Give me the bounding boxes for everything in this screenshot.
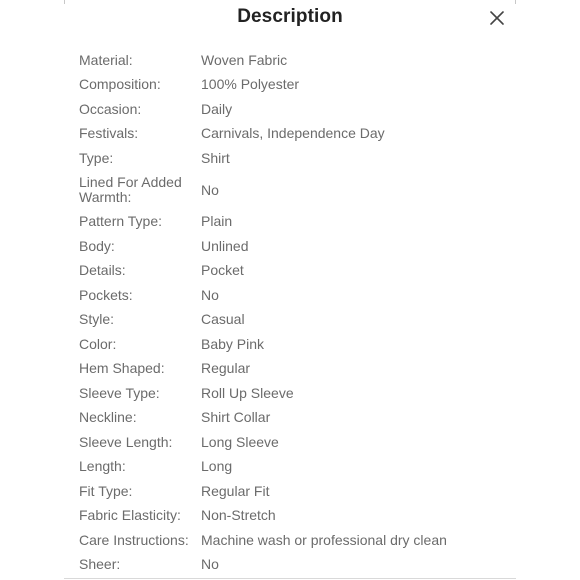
spec-label: Occasion: (79, 100, 142, 117)
spec-value: Woven Fabric (201, 51, 288, 68)
spec-value: Baby Pink (201, 335, 265, 352)
spec-label: Material: (79, 51, 133, 68)
spec-label: Pattern Type: (79, 213, 163, 230)
spec-value: Long (201, 458, 233, 475)
spec-list (0, 48, 580, 577)
spec-row-care-instructions (0, 528, 580, 553)
spec-row-neckline (0, 406, 580, 431)
spec-label: Lined For Added Warmth: (79, 174, 182, 205)
spec-label: Pockets: (79, 286, 133, 303)
spec-label: Sleeve Type: (79, 384, 160, 401)
spec-value: No (201, 181, 219, 198)
close-icon (488, 9, 506, 27)
spec-label: Body: (79, 237, 115, 254)
spec-row-length (0, 455, 580, 480)
spec-row-sleeve-length (0, 430, 580, 455)
spec-label: Sleeve Length: (79, 433, 173, 450)
spec-label: Fabric Elasticity: (79, 507, 181, 524)
spec-row-hem-shaped (0, 357, 580, 382)
spec-value: No (201, 556, 219, 573)
spec-row-type (0, 146, 580, 171)
spec-value: Shirt Collar (201, 409, 271, 426)
spec-label: Details: (79, 262, 126, 279)
spec-value: Unlined (201, 237, 249, 254)
spec-row-style (0, 308, 580, 333)
spec-label: Festivals: (79, 125, 139, 142)
spec-value: Daily (201, 100, 233, 117)
spec-value: 100% Polyester (201, 76, 300, 93)
spec-value: Regular (201, 360, 251, 377)
spec-row-composition (0, 73, 580, 98)
spec-value: No (201, 286, 219, 303)
spec-row-details (0, 259, 580, 284)
spec-value: Plain (201, 213, 233, 230)
spec-value: Shirt (201, 149, 230, 166)
spec-row-pockets (0, 283, 580, 308)
bottom-divider (64, 578, 516, 579)
spec-row-sheer (0, 553, 580, 578)
spec-label: Color: (79, 335, 117, 352)
spec-row-sleeve-type (0, 381, 580, 406)
spec-value: Pocket (201, 262, 244, 279)
spec-value: Casual (201, 311, 245, 328)
spec-label: Sheer: (79, 556, 121, 573)
spec-label: Composition: (79, 76, 161, 93)
spec-row-pattern-type (0, 210, 580, 235)
spec-row-material (0, 48, 580, 73)
spec-row-color (0, 332, 580, 357)
spec-label: Fit Type: (79, 482, 133, 499)
spec-row-fabric-elasticity (0, 504, 580, 529)
spec-label: Length: (79, 458, 126, 475)
close-button[interactable] (488, 9, 506, 27)
spec-value: Regular Fit (201, 482, 270, 499)
spec-label: Type: (79, 149, 114, 166)
spec-value: Non-Stretch (201, 507, 276, 524)
spec-row-fit-type (0, 479, 580, 504)
spec-label: Care Instructions: (79, 531, 189, 548)
spec-label: Style: (79, 311, 115, 328)
spec-label: Neckline: (79, 409, 137, 426)
spec-value: Long Sleeve (201, 433, 279, 450)
spec-row-occasion (0, 97, 580, 122)
spec-value: Machine wash or professional dry clean (201, 531, 447, 548)
dialog-header (0, 0, 580, 36)
spec-row-festivals (0, 122, 580, 147)
spec-row-lined (0, 171, 580, 210)
spec-value: Roll Up Sleeve (201, 384, 294, 401)
spec-row-body (0, 234, 580, 259)
spec-label: Hem Shaped: (79, 360, 165, 377)
dialog-title: Description (237, 6, 343, 27)
spec-value: Carnivals, Independence Day (201, 125, 385, 142)
